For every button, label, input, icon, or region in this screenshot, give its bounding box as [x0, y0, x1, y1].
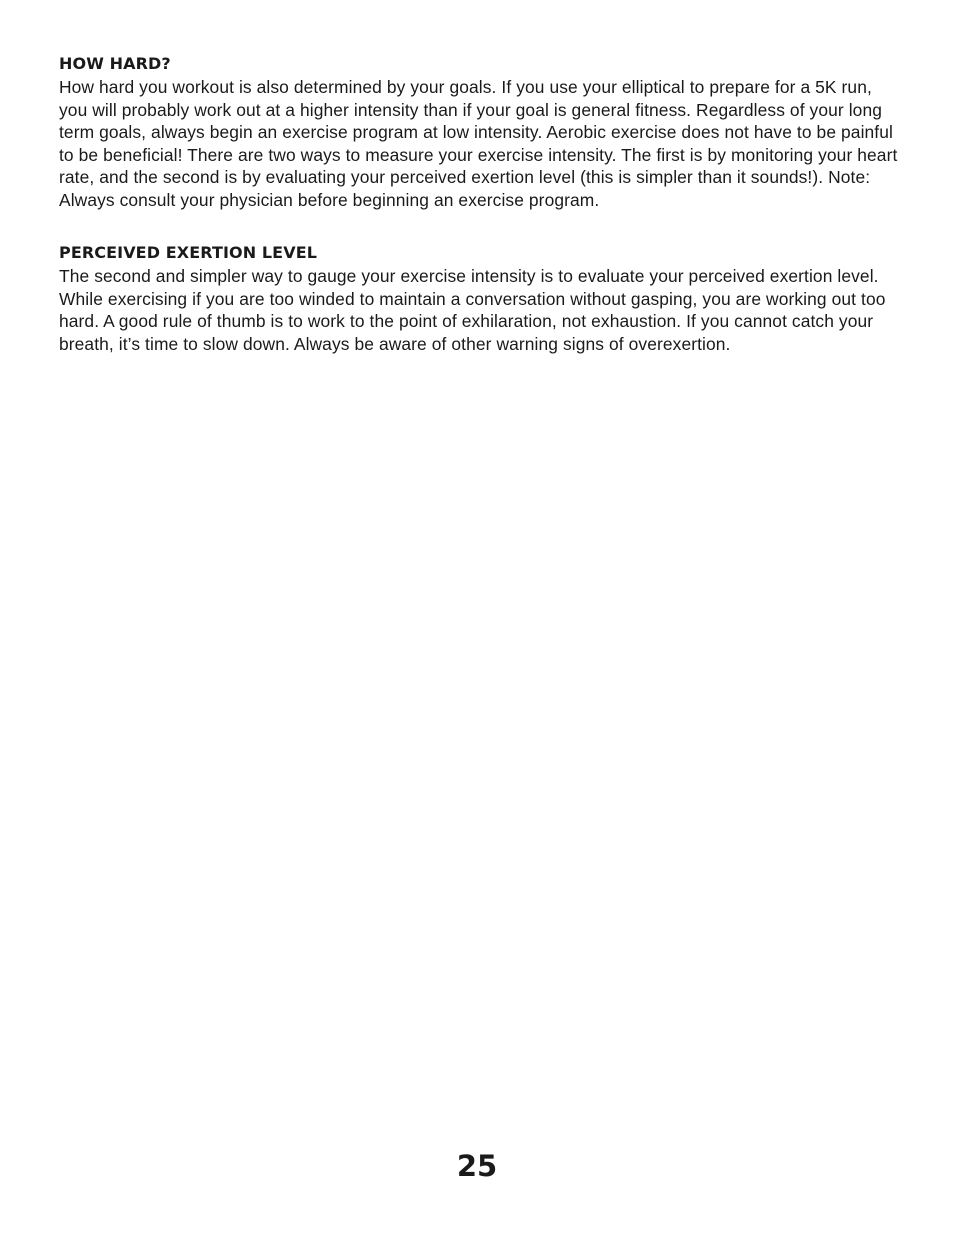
section-body-how-hard: How hard you workout is also determined by your goals. If you use your elliptical to prepare for a 5K run, you will probably work out at a higher intensity than if your goal is general fitness. Regardless of your long term goals, always begin an exercise program at low intensity. Aerobic exercise does not have to be painful to be beneficial! There are two ways to measure your exercise intensity. The first is by monitoring your heart rate, and the second is by evaluating your perceived exertion level (this is simpler than it sounds!). Note: Always consult your physician before beginning an exercise program. — [59, 77, 898, 210]
section-heading-how-hard: HOW HARD? — [59, 54, 171, 73]
page-content — [59, 54, 899, 355]
section-perceived-exertion — [59, 243, 899, 355]
section-heading-perceived-exertion: PERCEIVED EXERTION LEVEL — [59, 243, 318, 262]
page-number: 25 — [456, 1149, 498, 1183]
section-body-perceived-exertion: The second and simpler way to gauge your exercise intensity is to evaluate your perceived exertion level. While exercising if you are too winded to maintain a conversation without gasping, you are working out too hard. A good rule of thumb is to work to the point of exhilaration, not exhaustion. If you cannot catch your breath, it’s time to slow down. Always be aware of other warning signs of overexertion. — [59, 266, 886, 354]
section-how-hard — [59, 54, 899, 211]
